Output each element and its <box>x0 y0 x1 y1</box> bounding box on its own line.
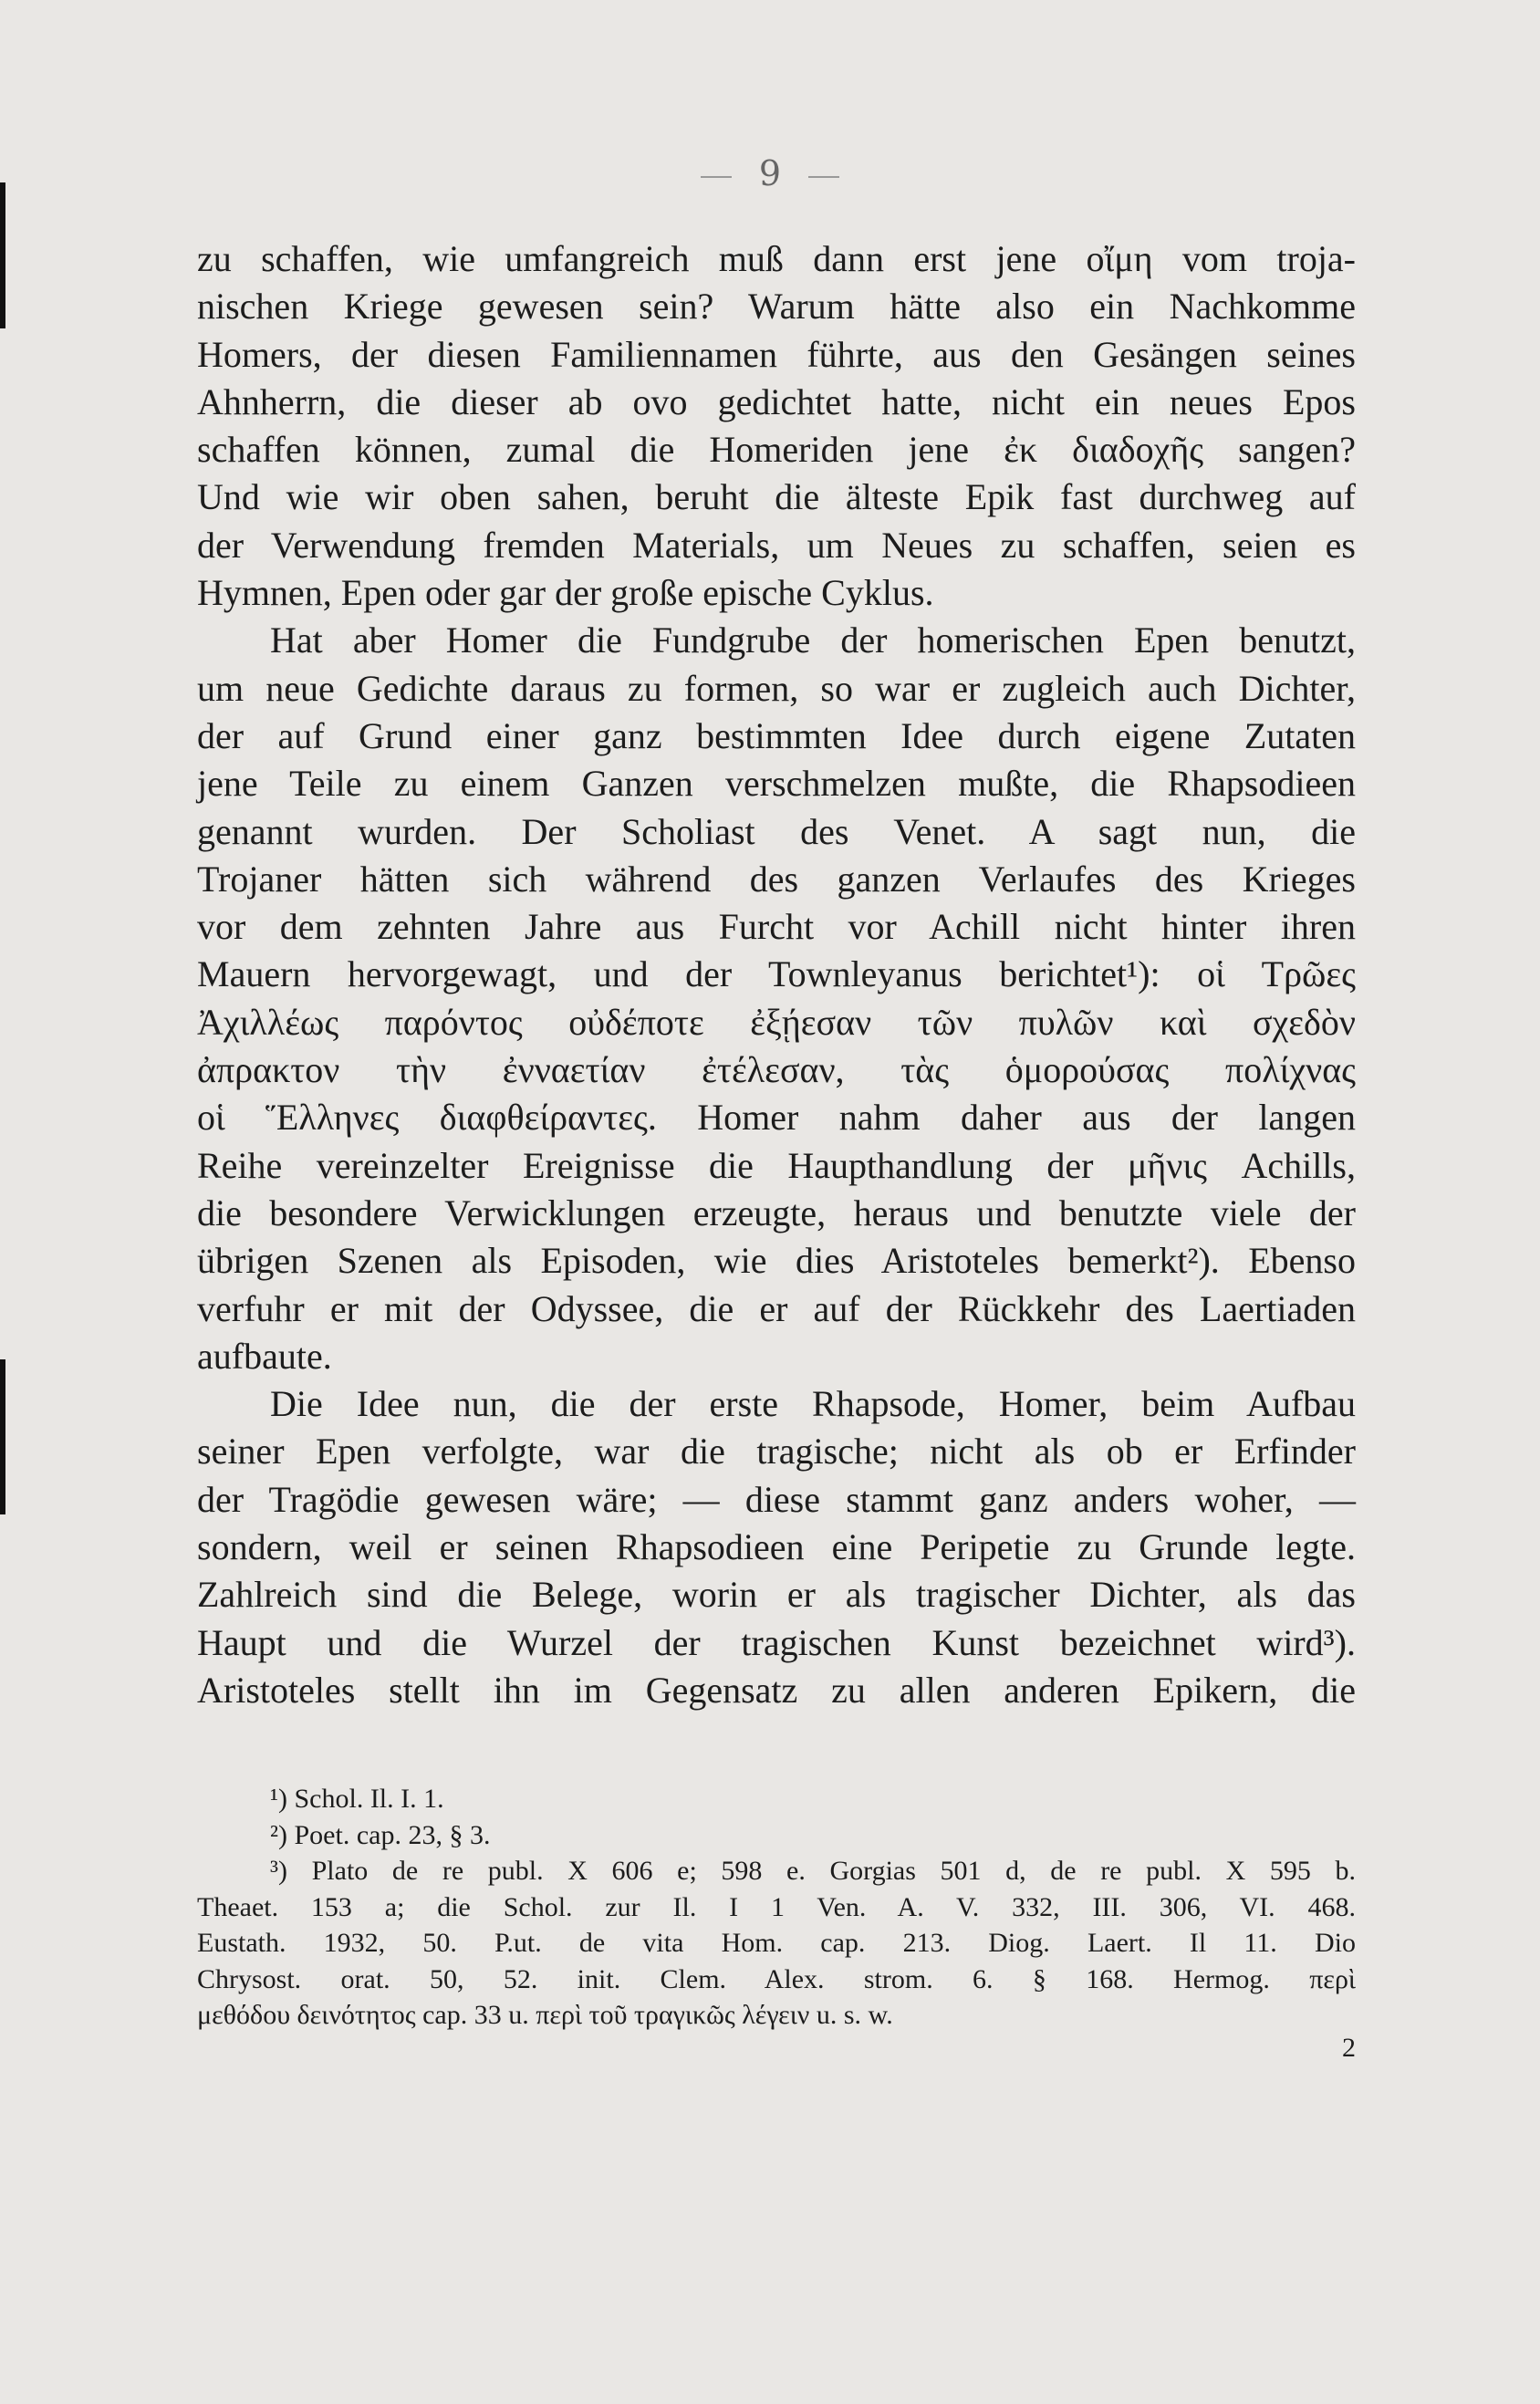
page-number: 9 <box>758 153 782 193</box>
text-line: Haupt und die Wurzel der tragischen Kunst bezeichnet wird³). <box>197 1621 1356 1663</box>
dash-left <box>701 176 732 178</box>
text-line: verfuhr er mit der Odyssee, die er auf der Rückkehr des Laertiaden <box>197 1287 1356 1329</box>
paragraph-start-line: Hat aber Homer die Fundgrube der homerischen Epen benutzt, <box>270 619 1356 661</box>
body-text <box>197 235 1356 1714</box>
text-line: Homers, der diesen Familiennamen führte, aus den Gesängen seines <box>197 333 1356 375</box>
footnote: ²) Poet. cap. 23, § 3. <box>270 1819 491 1850</box>
paragraph-start-line: Die Idee nun, die der erste Rhapsode, Homer, beim Aufbau <box>270 1383 1356 1425</box>
text-line: genannt wurden. Der Scholiast des Venet. A sagt nun, die <box>197 810 1356 852</box>
text-line: jene Teile zu einem Ganzen verschmelzen mußte, die Rhapsodieen <box>197 763 1356 805</box>
footnote-continuation: Eustath. 1932, 50. P.ut. de vita Hom. cap. 213. Diog. Laert. Il 11. Dio <box>197 1928 1356 1958</box>
footnote-continuation: Theaet. 153 a; die Schol. zur Il. I 1 Ven. A. V. 332, III. 306, VI. 468. <box>197 1891 1356 1922</box>
text-line: Zahlreich sind die Belege, worin er als tragischer Dichter, als das <box>197 1574 1356 1616</box>
text-line: schaffen können, zumal die Homeriden jene ἐκ διαδοχῆς sangen? <box>197 429 1356 471</box>
scan-edge-mark-top <box>0 182 5 328</box>
text-line: um neue Gedichte daraus zu formen, so war er zugleich auch Dichter, <box>197 667 1356 709</box>
text-line: Hymnen, Epen oder gar der große epische Cyklus. <box>197 572 934 614</box>
text-line: nischen Kriege gewesen sein? Warum hätte also ein Nachkomme <box>197 286 1356 328</box>
footnotes <box>197 1781 1356 2034</box>
text-line: Ahnherrn, die dieser ab ovo gedichtet hatte, nicht ein neues Epos <box>197 380 1356 422</box>
text-line: Und wie wir oben sahen, beruht die älteste Epik fast durchweg auf <box>197 476 1356 518</box>
text-line: sondern, weil er seinen Rhapsodieen eine Peripetie zu Grunde legte. <box>197 1526 1356 1568</box>
text-line: der Verwendung fremden Materials, um Neues zu schaffen, seien es <box>197 524 1356 566</box>
text-line: Mauern hervorgewagt, und der Townleyanus berichtet¹): οἱ Τρῶες <box>197 953 1356 995</box>
scan-edge-mark-bottom <box>0 1359 5 1514</box>
footnote: ¹) Schol. Il. I. 1. <box>270 1784 444 1814</box>
text-line: die besondere Verwicklungen erzeugte, heraus und benutzte viele der <box>197 1192 1356 1233</box>
text-line: Ἀχιλλέως παρόντος οὐδέποτε ἐξῄεσαν τῶν πυλῶν καὶ σχεδὸν <box>197 1001 1356 1043</box>
page-number-header <box>0 153 1540 193</box>
text-line: Trojaner hätten sich während des ganzen Verlaufes des Krieges <box>197 858 1356 900</box>
footnote-continuation: μεθόδου δεινότητος cap. 33 u. περὶ τοῦ τραγικῶς λέγειν u. s. w. <box>197 2000 893 2030</box>
text-line: seiner Epen verfolgte, war die tragische; nicht als ob er Erfinder <box>197 1431 1356 1473</box>
text-line: der Tragödie gewesen wäre; — diese stammt ganz anders woher, — <box>197 1478 1356 1520</box>
text-line: Aristoteles stellt ihn im Gegensatz zu allen anderen Epikern, die <box>197 1669 1356 1711</box>
dash-right <box>808 176 839 178</box>
text-line: zu schaffen, wie umfangreich muß dann erst jene οἴμη vom troja- <box>197 238 1356 279</box>
text-line: οἱ Ἕλληνες διαφθείραντες. Homer nahm daher aus der langen <box>197 1097 1356 1139</box>
text-line: der auf Grund einer ganz bestimmten Idee durch eigene Zutaten <box>197 714 1356 756</box>
text-line: aufbaute. <box>197 1335 332 1377</box>
text-line: übrigen Szenen als Episoden, wie dies Aristoteles bemerkt²). Ebenso <box>197 1240 1356 1282</box>
sheet-signature-number: 2 <box>1342 2033 1356 2063</box>
text-line: ἀπρακτον τὴν ἐνναετίαν ἐτέλεσαν, τὰς ὁμορούσας πολίχνας <box>197 1049 1356 1091</box>
text-line: Reihe vereinzelter Ereignisse die Haupthandlung der μῆνις Achills, <box>197 1144 1356 1186</box>
footnote-continuation: Chrysost. orat. 50, 52. init. Clem. Alex. strom. 6. § 168. Hermog. περὶ <box>197 1963 1356 1994</box>
footnote: ³) Plato de re publ. X 606 e; 598 e. Gorgias 501 d, de re publ. X 595 b. <box>270 1856 1356 1886</box>
text-line: vor dem zehnten Jahre aus Furcht vor Achill nicht hinter ihren <box>197 906 1356 948</box>
